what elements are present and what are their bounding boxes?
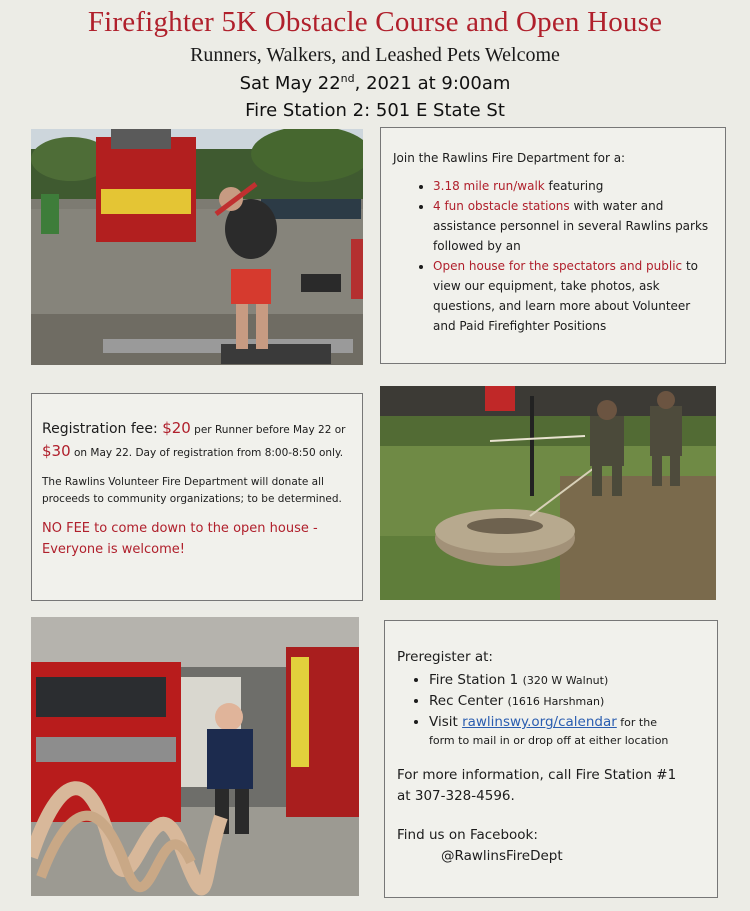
location-address: (1616 Harshman) [507,695,605,708]
event-highlight: 4 fun obstacle stations [433,199,570,213]
event-highlight: Open house for the spectators and public [433,259,683,273]
fee-amount-early: $20 [162,419,191,437]
photo-hose-station [31,617,359,896]
donation-note: The Rawlins Volunteer Fire Department will donate all proceeds to community organizations; to be determined. [42,476,342,505]
visit-subnote: form to mail in or drop off at either location [429,734,669,747]
location-address: (320 W Walnut) [522,674,609,687]
registration-fee [42,418,350,464]
contact-line: For more information, call Fire Station #1 [397,767,677,783]
list-item [429,691,707,712]
no-fee-note: NO FEE to come down to the open house - Everyone is welcome! [42,521,318,557]
event-date [0,72,750,94]
list-item [433,256,711,336]
date-text: Sat May 22 [239,73,341,94]
photo-hammer-obstacle [31,129,363,365]
facebook-info [397,825,707,867]
date-suffix: nd [340,72,355,85]
event-text: to view our equipment, take photos, ask questions, and learn more about Volunteer and Paid Firefighter Positions [433,259,699,333]
fee-amount-dayof: $30 [42,442,71,460]
location-name: Fire Station 1 [429,672,523,688]
date-time-text: , 2021 at 9:00am [354,73,511,94]
event-text: with water and assistance personnel in several Rawlins parks followed by an [433,199,709,253]
list-item [429,670,707,691]
events-lead: Join the Rawlins Fire Department for a: [393,151,626,165]
preregister-box [384,620,718,898]
list-item [433,176,711,196]
fee-early-note: per Runner before May 22 or [190,424,346,436]
event-location: Fire Station 2: 501 E State St [245,100,505,121]
flyer-title: Firefighter 5K Obstacle Course and Open House [87,6,663,38]
visit-text: Visit [429,714,463,730]
calendar-link[interactable]: rawlinswy.org/calendar [462,714,617,730]
registration-box [31,393,363,601]
photo-tire-pull [380,386,716,600]
events-box [380,127,726,364]
fee-dayof-note: on May 22. Day of registration from 8:00-8:50 only. [70,447,344,459]
list-item [433,196,711,256]
events-list [393,176,711,336]
preregister-heading: Preregister at: [397,649,493,665]
location-name: Rec Center [429,693,508,709]
event-text: featuring [544,179,604,193]
phone-number: at 307-328-4596. [397,788,515,804]
event-highlight: 3.18 mile run/walk [433,179,545,193]
contact-info [397,765,707,807]
facebook-handle: @RawlinsFireDept [441,848,563,864]
flyer-subtitle: Runners, Walkers, and Leashed Pets Welcome [190,44,560,66]
preregister-list [397,670,707,749]
fee-label: Registration fee: [42,421,163,437]
list-item [429,712,707,749]
visit-note: for the [616,716,657,729]
facebook-heading: Find us on Facebook: [397,827,538,843]
